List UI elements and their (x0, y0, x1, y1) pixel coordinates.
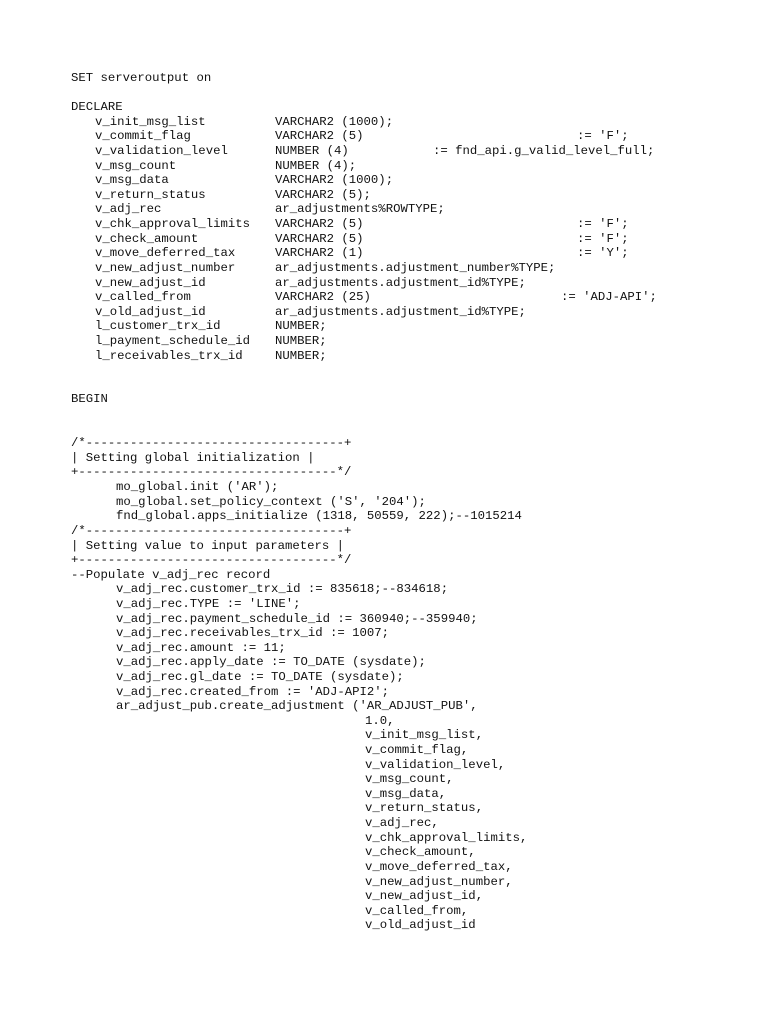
comment-line (71, 539, 761, 554)
variable-type: NUMBER; (275, 348, 327, 363)
variable-name: v_commit_flag (95, 129, 191, 144)
blank-line (71, 86, 761, 101)
variable-type: VARCHAR2 (1000); (275, 173, 394, 188)
variable-default: := 'Y'; (577, 246, 629, 261)
variable-type: ar_adjustments.adjustment_id%TYPE; (275, 304, 526, 319)
code-text: v_validation_level, (365, 757, 506, 772)
variable-default: := 'F'; (577, 231, 629, 246)
code-line (71, 392, 761, 407)
variable-type: VARCHAR2 (5); (275, 187, 371, 202)
blank-line (71, 378, 761, 393)
variable-name: v_new_adjust_id (95, 275, 206, 290)
comment-line (71, 451, 761, 466)
code-keyword: DECLARE (71, 100, 123, 115)
code-text: fnd_global.apps_initialize (1318, 50559, 222);--1015214 (116, 509, 522, 524)
variable-name: v_chk_approval_limits (95, 217, 250, 232)
declaration-line (71, 334, 761, 349)
code-line (71, 641, 761, 656)
code-text: ar_adjust_pub.create_adjustment ('AR_ADJUST_PUB', (116, 699, 478, 714)
variable-name: v_msg_count (95, 158, 177, 173)
variable-name: l_payment_schedule_id (95, 333, 250, 348)
code-line (71, 495, 761, 510)
variable-default: := fnd_api.g_valid_level_full; (433, 144, 655, 159)
code-text: v_adj_rec.gl_date := TO_DATE (sysdate); (116, 669, 404, 684)
declaration-line (71, 232, 761, 247)
comment-text: /*-----------------------------------+ (71, 436, 352, 451)
variable-name: l_customer_trx_id (95, 319, 221, 334)
variable-type: VARCHAR2 (5) (275, 231, 364, 246)
variable-name: v_validation_level (95, 144, 228, 159)
declaration-line (71, 261, 761, 276)
declaration-line (71, 144, 761, 159)
variable-default: := 'F'; (577, 217, 629, 232)
code-text: v_old_adjust_id (365, 918, 476, 933)
code-text: mo_global.init ('AR'); (116, 480, 279, 495)
variable-name: v_adj_rec (95, 202, 162, 217)
code-text: v_adj_rec.amount := 11; (116, 640, 286, 655)
code-text: v_chk_approval_limits, (365, 830, 528, 845)
argument-line (71, 743, 761, 758)
comment-text: | Setting global initialization | (71, 450, 315, 465)
code-document (71, 71, 761, 948)
blank-line (71, 407, 761, 422)
variable-type: VARCHAR2 (1) (275, 246, 364, 261)
argument-line (71, 772, 761, 787)
declaration-line (71, 290, 761, 305)
code-text: SET serveroutput on (71, 71, 212, 85)
variable-type: ar_adjustments.adjustment_number%TYPE; (275, 260, 556, 275)
declaration-line (71, 159, 761, 174)
argument-line (71, 933, 761, 948)
code-line (71, 597, 761, 612)
code-text: v_adj_rec.receivables_trx_id := 1007; (116, 626, 390, 641)
code-text: v_check_amount, (365, 845, 476, 860)
code-text: 1.0, (365, 713, 395, 728)
variable-name: v_move_deferred_tax (95, 246, 236, 261)
variable-type: VARCHAR2 (5) (275, 217, 364, 232)
code-text: v_adj_rec.apply_date := TO_DATE (sysdate); (116, 655, 426, 670)
argument-line (71, 758, 761, 773)
comment-text: --Populate v_adj_rec record (71, 567, 271, 582)
code-line (71, 480, 761, 495)
variable-default: := 'F'; (577, 129, 629, 144)
argument-line (71, 816, 761, 831)
argument-line (71, 845, 761, 860)
code-text: v_init_msg_list, (365, 728, 484, 743)
declaration-line (71, 349, 761, 364)
declaration-line (71, 129, 761, 144)
comment-line (71, 568, 761, 583)
code-text: v_commit_flag, (365, 743, 469, 758)
variable-type: NUMBER; (275, 319, 327, 334)
code-text: v_move_deferred_tax, (365, 859, 513, 874)
argument-line (71, 714, 761, 729)
code-text: v_new_adjust_id, (365, 889, 484, 904)
declaration-line (71, 217, 761, 232)
code-line (71, 100, 761, 115)
declaration-line (71, 276, 761, 291)
variable-name: v_check_amount (95, 231, 199, 246)
argument-line (71, 904, 761, 919)
variable-type: NUMBER (4) (275, 144, 349, 159)
argument-line (71, 801, 761, 816)
variable-name: v_init_msg_list (95, 114, 206, 129)
code-line (71, 685, 761, 700)
code-text: v_adj_rec, (365, 816, 439, 831)
code-text: v_adj_rec.created_from := 'ADJ-API2'; (116, 684, 390, 699)
argument-line (71, 918, 761, 933)
code-keyword: BEGIN (71, 392, 108, 407)
variable-type: ar_adjustments%ROWTYPE; (275, 202, 445, 217)
code-line (71, 670, 761, 685)
code-line (71, 509, 761, 524)
code-line (71, 655, 761, 670)
variable-name: v_old_adjust_id (95, 304, 206, 319)
code-line (71, 699, 761, 714)
variable-default: := 'ADJ-API'; (561, 290, 657, 305)
argument-line (71, 889, 761, 904)
declaration-line (71, 319, 761, 334)
blank-line (71, 422, 761, 437)
variable-name: v_new_adjust_number (95, 260, 236, 275)
code-text: mo_global.set_policy_context ('S', '204'); (116, 494, 426, 509)
declaration-line (71, 173, 761, 188)
comment-text: | Setting value to input parameters | (71, 538, 345, 553)
code-text: v_called_from, (365, 903, 469, 918)
comment-line (71, 553, 761, 568)
variable-type: NUMBER (4); (275, 158, 357, 173)
code-text: v_adj_rec.customer_trx_id := 835618;--834618; (116, 582, 449, 597)
argument-line (71, 831, 761, 846)
variable-name: v_called_from (95, 290, 191, 305)
variable-type: NUMBER; (275, 333, 327, 348)
argument-line (71, 875, 761, 890)
argument-line (71, 860, 761, 875)
code-text: v_return_status, (365, 801, 484, 816)
blank-line (71, 363, 761, 378)
comment-line (71, 524, 761, 539)
code-text: v_adj_rec.TYPE := 'LINE'; (116, 596, 301, 611)
variable-name: v_msg_data (95, 173, 169, 188)
code-line (71, 71, 761, 86)
variable-type: ar_adjustments.adjustment_id%TYPE; (275, 275, 526, 290)
comment-text: /*-----------------------------------+ (71, 523, 352, 538)
declaration-line (71, 115, 761, 130)
declaration-line (71, 305, 761, 320)
code-text: v_adj_rec.payment_schedule_id := 360940;--359940; (116, 611, 478, 626)
declaration-line (71, 246, 761, 261)
comment-line (71, 465, 761, 480)
variable-name: l_receivables_trx_id (95, 348, 243, 363)
comment-line (71, 436, 761, 451)
variable-type: VARCHAR2 (5) (275, 129, 364, 144)
comment-text: +-----------------------------------*/ (71, 465, 352, 480)
argument-line (71, 787, 761, 802)
declaration-line (71, 202, 761, 217)
code-text: v_msg_data, (365, 786, 447, 801)
code-line (71, 612, 761, 627)
code-text: v_new_adjust_number, (365, 874, 513, 889)
declaration-line (71, 188, 761, 203)
code-text: v_msg_count, (365, 772, 454, 787)
variable-name: v_return_status (95, 187, 206, 202)
argument-line (71, 728, 761, 743)
code-line (71, 626, 761, 641)
comment-text: +-----------------------------------*/ (71, 553, 352, 568)
variable-type: VARCHAR2 (1000); (275, 114, 394, 129)
variable-type: VARCHAR2 (25) (275, 290, 371, 305)
code-line (71, 582, 761, 597)
